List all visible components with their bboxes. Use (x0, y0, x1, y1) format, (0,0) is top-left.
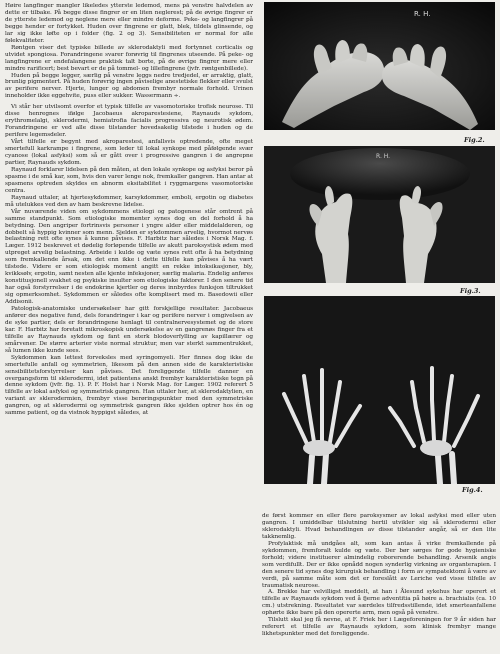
figure-2-caption: Fig.2. (464, 136, 485, 144)
paragraph: Huden på begge legger, særlig på venstre leggs nedre tredjedel, er arraktig, glatt, brunlig pigmentert. På huden forøvrig ingen påviselige anestetiske flekker eller svulst av perifere nerver. Hjerte, lunger og abdomen frembyr normale forhold. Urinen inneholder ikke eggehvite, puss eller sukker. Wassermann ÷. (5, 72, 253, 100)
paragraph: Raynaud forklarer lidelsen på den måten, at den lokale synkope og asfyksi beror på spasme i de små kar, som, hvis den varer lenge nok, fremkaller gangren. Han antar at spasmens optreden skyldes en abnorm eksitabilitet i ryggmargens vasomotoriske centra. (5, 166, 253, 194)
right-text-column (262, 513, 496, 651)
left-text-column (5, 3, 253, 651)
photo-label: R. H. (376, 153, 391, 160)
paragraph: Høire langfinger mangler likeledes ytterste ledemod, mens på venstre halvdelen av dette er tilbake. På begge disse fingrer er en liten neglerest; på de øvrige fingrer er de ytterste ledemod og neglene mere eller mindre deforme. Peke- og langfingrer på begge hender er fortykket. Huden over fingrene er glatt, blek, tildels glinsende, og lar sig ikke løfte op i folder (fig. 2 og 3). Sensibiliteten er normal for alle følekvaliteter. (5, 3, 253, 44)
figure-4-xray (264, 296, 495, 484)
figure-2-photo (264, 2, 495, 130)
paragraph: Vi står her utvilsomt overfor et typisk tilfelle av vasomotoriske trofisk neurose. Til disse henregnes ifølge Jacobaeus akroparestesiene, Raynauds sykdom, erythromelalgi, sklerodermi, hemiatrofia facialis progressiva og neurotisk ødem. Forandringene er ved alle disse tilstander hovedsakelig tilstede i huden og de perifere legemsdeler. (5, 104, 253, 139)
figure-4-caption: Fig.4. (462, 486, 483, 494)
paragraph: Vår nuværende viden om sykdommens etiologi og patogenese står omtrent på samme standpunkt. Som etiologiske momenter synes dog en del forhold å ha betydning. Den angriper fortrinsvis personer i yngre alder eller middelalderen, og dobbelt så hyppig kvinner som menn. Sjelden er sykdommen arvelig, hvormot nervøs belastning rett ofte synes å kunne påvises. F. Harbitz har således i Norsk Mag. f. Læger. 1912 beskrevet et dødelig forløpende tilfelle av akutt paroksystisk ødem med utpreget arvelig belastning. Arbeide i kulde og væte synes rett ofte å ha betydning som fremkallende årsak, om det enn ikke i dette tilfelle kan påvises å ha vært tilstede. Videre er som etiologisk moment angitt en rekke intoksikasjoner, bly, kvikksølv, ergotin, samt nesten alle kjente infeksjoner, særlig malaria. Endelig anføres konstitusjonell svakhet og psykiske insulter som etiologiske faktorer. I den senere tid har også forstyrrelser i de endokrine kjertler og deres innbyrdes funksjon tiltrukket sig opmerksomhet. Sykdommen er således ofte komplisert med m. Basedowii eller Addisonii. (5, 208, 253, 306)
paragraph: Profylaktisk må undgåes alt, som kan antas å virke fremkallende på sykdommen, fremforalt kulde og væte. Der bør sørges for gode hygieniske forhold; videre instituerer almindelig roborerende behandling. Arsenik angis som verdifullt. Der er ikke opnådd nogen synderlig virkning av organterapien. I den senere tid synes dog kirurgisk behandling i form av sympatektomi å være av verdi, på samme måte som det er foreslått av Leriche ved visse tilfelle av traumatisk neurose. (262, 540, 496, 589)
paragraph: Tilslutt skal jeg få nevne, at F. Friek her i Lægeforeningen for 9 år siden har referert et tilfelle av Raynauds sykdom, som klinisk frembyr mange likhetspunkter med det foreliggende. (262, 617, 496, 638)
paragraph: de først kommer en eller flere paroksysmer av lokal asfyksi med eller uten gangren. I umiddelbar tilslutning hertil utvikler sig så sklerodermi eller sklerodaktyli. Hvad behandlingen av disse tilstander angår, så er den lite takknemlig. (262, 513, 496, 540)
figure-3-caption: Fig.3. (460, 287, 481, 295)
figure-3-photo (264, 146, 495, 283)
paragraph: Raynaud uttaler, at hjertesykdommer, karsykdommer, emboli, ergotin og diabetes må utelukkes ved den av ham beskrevne lidelse. (5, 194, 253, 208)
paragraph: Vårt tilfelle er begynt med akroparestesi, anfallsvis optredende, ofte meget smertefull karkrampe i fingrene, som leder til lokal synkope med påfølgende svær cyanose (lokal asfyksi) som så er gått over i progressive gangren i de angrepne partier, Raynauds sykdom. (5, 139, 253, 166)
paragraph: Patologisk-anatomiske undersøkelser har gitt forskjellige resultater. Jacobaeus anfører des negative fund, dels forandringer i kar og perifere nerver i omgivelsen av de syke partier, dels er forandringene henlagt til centralnervesystemet og de store kar. F. Harbitz har foretatt mikroskopisk undersøkelse av en gangrenøs finger fra et tilfelle av Raynauds sykdom og fant en sterk blodoverfylling av kapillærer og smårvener. De større arterier viste normal struktur, men var sterkt sammentrukket, så lumen ikke kunde sees. (5, 305, 253, 354)
paragraph: A. Brekke har velvilligst meddelt, at han i Ålesund sykehus har operert et tilfelle av Raynauds sykdom ved å fjerne adventitia på høire a. brachialis (ca. 10 cm.) utstrekning. Resultatet var særdeles tilfredsstillende, idet smerteanfallene ophørte ikke bare på den opererte arm, men også på venstre. (262, 589, 496, 617)
paragraph: Sykdommen kan lettest forveksles med syringomyeli. Her finnes dog ikke de smertefulle anfall og symmetrien, likesom på den annen side de karakteristiske sensibilitetsforstyrrelser kan påvises. Det foreliggende tilfelle danner en overgangsform til sklerodermi, idet patientens anskt frembyr karakteristiske tegn på denne sykdom (jvfr. fig. 1). P. F. Holst har i Norsk Mag. for Læger. 1902 referert 5 tilfelle av lokal asfyksi og symmetrisk gangren. Han uttaler her, at sklerodaktylien, en variant av sklerodermien, frembyr visse berøringspunkter med den symmetriske gangren, og at sklerodermi og symmetrisk gangren ikke sjelden optrer hos én og samme patient, og da vistnok hyppigst således, at (5, 354, 253, 417)
paragraph: Røntgen viser det typiske billede av sklerodaktyli med fortynnet corticalis og utvidet spongiosa. Forandringene svarer forøvrig til fingrenes utseende. På peke- og langfingrene er endefalangene praktisk talt borte, på de øvrige fingrer mere eller mindre rarificert; best bevart er de på tommel- og lillefingrene (jvfr. røntgenbillede). (5, 44, 253, 72)
photo-label: R. H. (414, 10, 431, 18)
